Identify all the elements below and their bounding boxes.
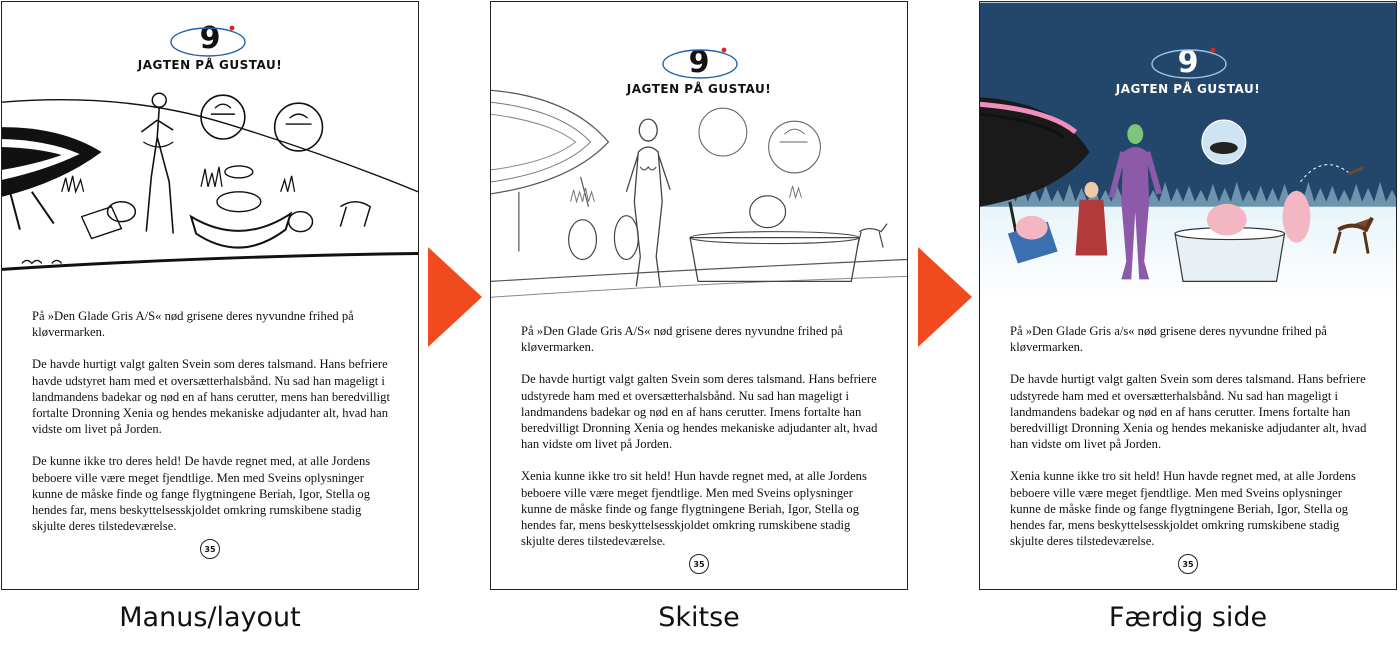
paragraph: Xenia kunne ikke tro sit held! Hun havde regnet med, at alle Jordens beboere ville være meget fjendtlige. Men med Sveins oplysninger kunne de måske finde og fange flygtningene Beriah, Igor, Stella og hendes far, mens beskyttelsesskjoldet omkring rumskibene stadig skjulte deres tilstedeværelse. xyxy=(1010,469,1356,549)
chapter-orbit-icon xyxy=(1150,44,1228,84)
paragraph: De kunne ikke tro deres held! De havde regnet med, at alle Jordens beboere ville være meget fjendtlige. Men med Sveins oplysninger kunne de måske finde og fange flygtningene Beriah, Igor, Stella og hendes far, mens beskyttelsesskjoldet omkring rumskibene stadig skjulte deres tilstedeværelse. xyxy=(32,454,371,534)
page-number: 35 xyxy=(1178,554,1198,574)
caption-skitse: Skitse xyxy=(658,602,740,633)
paragraph: På »Den Glade Gris a/s« nød grisene deres nyvundne frihed på kløvermarken. xyxy=(1010,324,1327,355)
chapter-heading xyxy=(2,21,418,72)
chapter-title: JAGTEN PÅ GUSTAU! xyxy=(137,58,283,72)
chapter-orbit-icon xyxy=(661,44,739,84)
chapter-number: 9 xyxy=(199,21,221,56)
paragraph: De havde hurtigt valgt galten Svein som deres talsmand. Hans befriere udstyrede ham med et oversætterhalsbånd. Nu sad han mageligt i landmandens badekar og nød en af hans cerutter. Imens fortalte han beredvilligt Dronning Xenia og hendes mekaniske adjudanter alt, hvad han vidste om livet på Jorden. xyxy=(1010,372,1367,452)
paragraph: Xenia kunne ikke tro sit held! Hun havde regnet med, at alle Jordens beboere ville være meget fjendtlige. Men med Sveins oplysninger kunne de måske finde og fange flygtningene Beriah, Igor, Stella og hendes far, mens beskyttelsesskjoldet omkring rumskibene stadig skjulte deres tilstedeværelse. xyxy=(521,469,867,549)
paragraph: På »Den Glade Gris A/S« nød grisene deres nyvundne frihed på kløvermarken. xyxy=(521,324,843,355)
page-number: 35 xyxy=(689,554,709,574)
body-text xyxy=(32,308,390,550)
arrow-right-icon xyxy=(918,247,972,347)
chapter-number: 9 xyxy=(688,45,710,80)
body-text xyxy=(521,323,879,565)
page-faerdig-side xyxy=(979,1,1397,590)
paragraph: På »Den Glade Gris A/S« nød grisene deres nyvundne frihed på kløvermarken. xyxy=(32,309,354,340)
page-skitse xyxy=(490,1,908,590)
body-text xyxy=(1010,323,1368,565)
chapter-heading xyxy=(491,45,907,96)
caption-manus-layout: Manus/layout xyxy=(119,602,301,633)
chapter-title: JAGTEN PÅ GUSTAU! xyxy=(1115,82,1261,96)
caption-faerdig-side: Færdig side xyxy=(1108,602,1268,633)
arrow-right-icon xyxy=(428,247,482,347)
chapter-heading xyxy=(980,45,1396,96)
paragraph: De havde hurtigt valgt galten Svein som deres talsmand. Hans befriere havde udstyret ham med et oversætterhalsbånd. Nu sad han mageligt i landmandens badekar og nød en af hans cerutter, mens han beredvilligt fortalte Dronning Xenia og hendes mekaniske adjudanter alt, hvad han vidste om livet på Jorden. xyxy=(32,357,390,437)
page-number: 35 xyxy=(200,539,220,559)
page-manus-layout xyxy=(1,1,419,590)
chapter-number: 9 xyxy=(1177,45,1199,80)
chapter-title: JAGTEN PÅ GUSTAU! xyxy=(626,82,772,96)
paragraph: De havde hurtigt valgt galten Svein som deres talsmand. Hans befriere udstyrede ham med et oversætterhalsbånd. Nu sad han mageligt i landmandens badekar og nød en af hans cerutter. Imens fortalte han beredvilligt Dronning Xenia og hendes mekaniske adjudanter alt, hvad han vidste om livet på Jorden. xyxy=(521,372,878,452)
chapter-orbit-icon xyxy=(169,22,247,62)
